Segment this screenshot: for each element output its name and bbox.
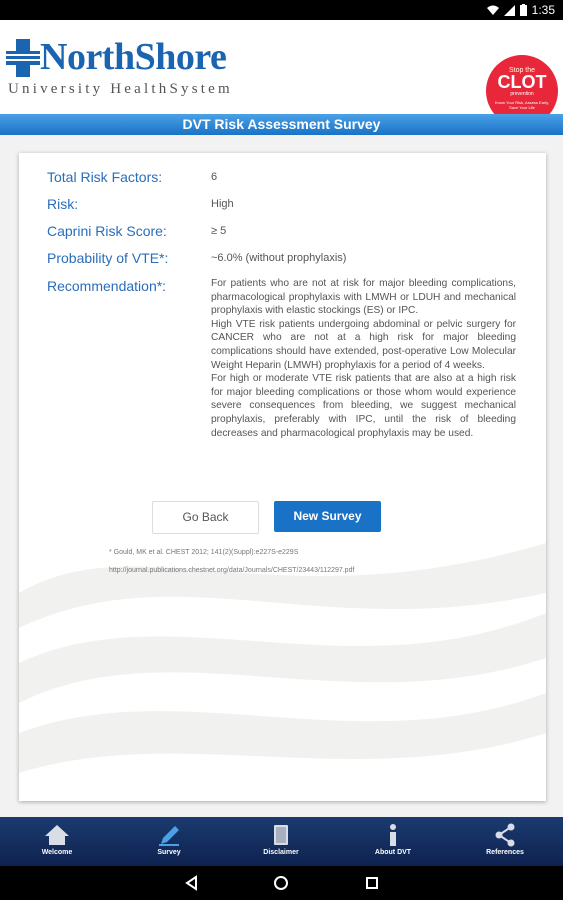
probability-value: ~6.0% (without prophylaxis) xyxy=(211,252,347,264)
risk-value: High xyxy=(211,198,234,210)
share-icon xyxy=(489,823,521,847)
logo-subtitle: University HealthSystem xyxy=(8,81,233,97)
battery-icon xyxy=(520,4,527,16)
results-card xyxy=(19,153,546,801)
recommendation-paragraph: For high or moderate VTE risk patients that are also at a high risk for major bleeding complications or those whom would experience severe consequences from bleeding, we suggest mechanical prophylaxis, preferably with IPC, until the risk of bleeding decreases and pharmacological prophylaxis may be used. xyxy=(211,373,516,439)
caprini-value: ≥ 5 xyxy=(211,225,227,237)
system-navigation-bar xyxy=(0,866,563,900)
signal-icon xyxy=(504,5,515,16)
back-icon[interactable] xyxy=(184,875,200,891)
stop-the-clot-badge: Stop the CLOT prevention Know Your Risk, Assess Early, Save Your Life xyxy=(486,55,558,127)
recommendation-paragraph: High VTE risk patients undergoing abdominal or pelvic surgery for CANCER who are not at a high risk for major bleeding complications should have extended, post-operative Low Molecular Weight Heparin (LMWH) prophylaxis for a period of 4 weeks. xyxy=(211,318,516,371)
nav-disclaimer[interactable] xyxy=(225,817,337,866)
page-title: DVT Risk Assessment Survey xyxy=(0,114,563,135)
nav-about-label: About DVT xyxy=(374,849,412,856)
go-back-button[interactable]: Go Back xyxy=(152,501,259,534)
bottom-nav xyxy=(0,817,563,866)
home-circle-icon[interactable] xyxy=(273,875,289,891)
nav-about-dvt[interactable] xyxy=(337,817,449,866)
status-icons xyxy=(487,3,555,17)
new-survey-button[interactable]: New Survey xyxy=(274,501,381,532)
recommendation-text xyxy=(211,277,516,440)
pencil-icon xyxy=(153,823,185,847)
recommendation-paragraph: For patients who are not at risk for major bleeding complications, pharmacological prophylaxis with LMWH or LDUH and mechanical prophylaxis with elastic stockings (ES) or IPC. xyxy=(211,278,516,317)
logo-name: NorthShore xyxy=(40,36,227,78)
nav-welcome-label: Welcome xyxy=(41,849,73,856)
nav-survey-label: Survey xyxy=(157,849,181,856)
total-risk-label: Total Risk Factors: xyxy=(47,169,163,185)
status-time: 1:35 xyxy=(531,3,555,17)
status-bar xyxy=(0,0,563,20)
nav-references[interactable] xyxy=(449,817,561,866)
recents-icon[interactable] xyxy=(364,875,380,891)
nav-survey[interactable] xyxy=(113,817,225,866)
home-icon xyxy=(41,823,73,847)
northshore-logo xyxy=(6,37,256,107)
citation: * Gould, MK et al. CHEST 2012; 141(2)(Suppl):e227S-e229S xyxy=(109,549,299,556)
nav-welcome[interactable] xyxy=(1,817,113,866)
wifi-icon xyxy=(487,5,499,16)
nav-disclaimer-label: Disclaimer xyxy=(263,849,299,856)
app-header xyxy=(0,20,563,114)
cross-icon xyxy=(6,39,40,77)
caprini-label: Caprini Risk Score: xyxy=(47,223,167,239)
nav-references-label: References xyxy=(486,849,524,856)
info-icon xyxy=(377,823,409,847)
total-risk-value: 6 xyxy=(211,171,218,183)
citation-link[interactable]: http://journal.publications.chestnet.org/data/Journals/CHEST/23443/112297.pdf xyxy=(109,567,355,574)
book-icon xyxy=(265,823,297,847)
recommendation-label: Recommendation*: xyxy=(47,278,167,294)
probability-label: Probability of VTE*: xyxy=(47,250,169,266)
risk-label: Risk: xyxy=(47,196,79,212)
